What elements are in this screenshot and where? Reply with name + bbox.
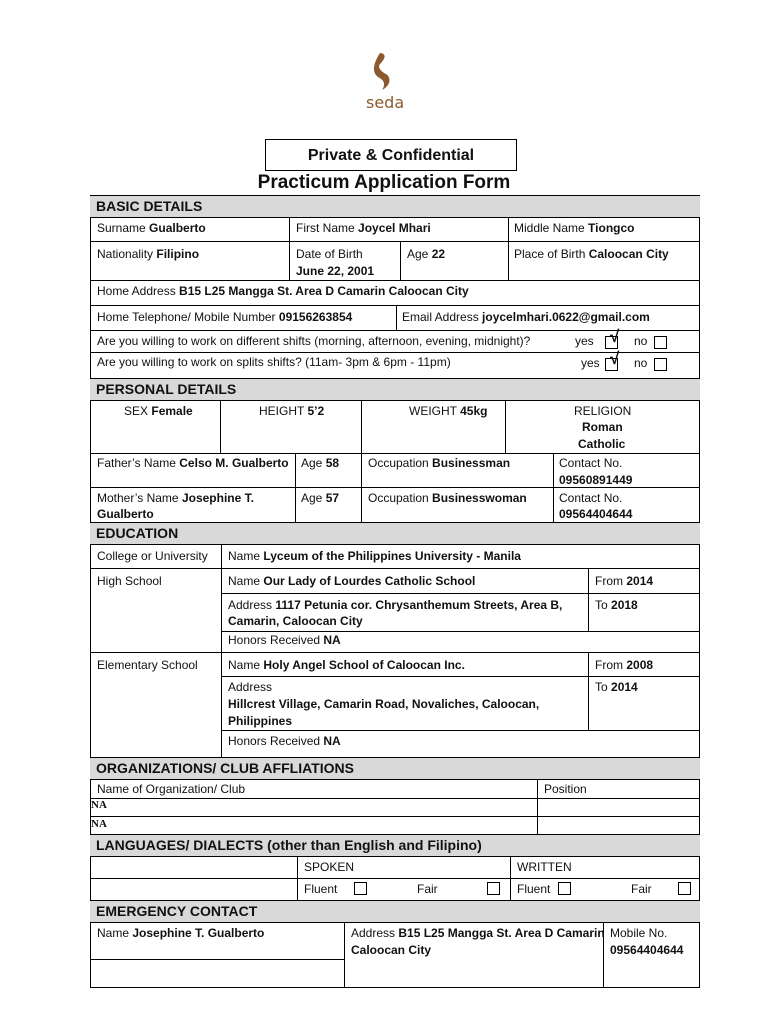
nationality-label: Nationality (97, 247, 154, 261)
hs-to-field[interactable] (595, 597, 638, 614)
elem-from-label: From (595, 658, 623, 672)
elem-honors-value: NA (323, 734, 341, 748)
hs-from-field[interactable] (595, 573, 653, 590)
hs-name-value: Our Lady of Lourdes Catholic School (263, 574, 476, 588)
hs-to-label: To (595, 598, 608, 612)
father-name-field[interactable] (97, 455, 289, 472)
pob-label: Place of Birth (514, 247, 586, 261)
hs-name-label: Name (228, 574, 261, 588)
emergency-name-value: Josephine T. Gualberto (132, 926, 265, 940)
section-emergency-contact: EMERGENCY CONTACT (90, 901, 700, 922)
emergency-mobile-label: Mobile No. (610, 926, 668, 940)
mother-age-label: Age (301, 491, 323, 505)
hs-name-field[interactable] (228, 573, 475, 590)
hs-from-value: 2014 (626, 574, 654, 588)
mother-occupation-field[interactable] (368, 490, 527, 507)
dob-label: Date of Birth (296, 247, 363, 261)
email-field[interactable] (402, 309, 650, 326)
elem-to-field[interactable] (595, 679, 638, 696)
question-splits: Are you willing to work on splits shifts? (11am- 3pm & 6pm - 11pm) (97, 355, 451, 369)
surname-value: Gualberto (149, 221, 206, 235)
shifts-yes-label: yes (575, 334, 594, 348)
mother-name-field[interactable] (97, 490, 254, 507)
father-contact-label: Contact No. (559, 456, 623, 470)
hs-address-label: Address (228, 598, 273, 612)
org-position-header: Position (544, 782, 587, 796)
splits-no-checkbox[interactable] (654, 358, 667, 371)
elementary-label: Elementary School (97, 658, 198, 672)
elem-address-value-line2: Philippines (228, 714, 293, 728)
surname-label: Surname (97, 221, 146, 235)
question-shifts: Are you willing to work on different shifts (morning, afternoon, evening, midnight)? (97, 334, 531, 348)
first-name-label: First Name (296, 221, 355, 235)
sex-value: Female (151, 404, 193, 418)
confidential-label: Private & Confidential (265, 139, 517, 171)
org-name-header: Name of Organization/ Club (97, 782, 246, 796)
elem-name-label: Name (228, 658, 261, 672)
elem-to-label: To (595, 680, 608, 694)
home-address-value: B15 L25 Mangga St. Area D Camarin Caloocan City (179, 284, 469, 298)
height-value: 5’2 (307, 404, 325, 418)
written-fluent-checkbox[interactable] (558, 882, 571, 895)
org-row-2[interactable]: NA (91, 818, 107, 830)
elem-name-field[interactable] (228, 657, 465, 674)
middle-name-label: Middle Name (514, 221, 585, 235)
splits-no-label: no (634, 356, 648, 370)
high-school-label: High School (97, 574, 162, 588)
written-header: WRITTEN (517, 860, 572, 874)
section-organizations: ORGANIZATIONS/ CLUB AFFLIATIONS (90, 758, 700, 779)
splits-yes-label: yes (581, 356, 600, 370)
emergency-name-field[interactable] (97, 925, 264, 942)
shifts-yes-checkmark-icon: √ (610, 327, 620, 346)
phone-label: Home Telephone/ Mobile Number (97, 310, 276, 324)
mother-occupation-value: Businesswoman (432, 491, 527, 505)
spoken-fluent-label: Fluent (304, 882, 338, 896)
sex-label: SEX (124, 404, 149, 418)
section-languages: LANGUAGES/ DIALECTS (other than English and Filipino) (90, 835, 700, 856)
elem-honors-label: Honors Received (228, 734, 321, 748)
form-title: Practicum Application Form (257, 172, 511, 193)
pob-value: Caloocan City (588, 247, 669, 261)
hs-to-value: 2018 (611, 598, 638, 612)
spoken-fair-label: Fair (417, 882, 438, 896)
email-label: Email Address (402, 310, 479, 324)
emergency-address-value-line1: B15 L25 Mangga St. Area D Camarin (398, 926, 605, 940)
father-name-value: Celso M. Gualberto (179, 456, 289, 470)
weight-field[interactable] (409, 403, 487, 420)
weight-value: 45kg (460, 404, 488, 418)
shifts-no-label: no (634, 334, 648, 348)
college-name-label: Name (228, 549, 261, 563)
spoken-header: SPOKEN (304, 860, 355, 874)
father-contact-value[interactable]: 09560891449 (559, 473, 633, 487)
logo-text: seda (366, 93, 405, 112)
religion-value-line1[interactable]: Roman (582, 420, 623, 434)
elem-to-value: 2014 (611, 680, 638, 694)
hs-honors-label: Honors Received (228, 633, 321, 647)
elem-from-value: 2008 (626, 658, 654, 672)
age-value: 22 (431, 247, 446, 261)
emergency-address-value-line2: Caloocan City (351, 943, 432, 957)
spoken-fair-checkbox[interactable] (487, 882, 500, 895)
hs-from-label: From (595, 574, 623, 588)
father-occupation-field[interactable] (368, 455, 510, 472)
religion-label: RELIGION (574, 404, 632, 418)
age-field[interactable] (407, 246, 445, 263)
phone-value: 09156263854 (278, 310, 353, 324)
phone-field[interactable] (97, 309, 352, 326)
section-basic-details: BASIC DETAILS (90, 196, 700, 217)
place-of-birth-field[interactable] (514, 246, 669, 263)
middle-name-field[interactable] (514, 220, 635, 237)
hs-honors-value: NA (323, 633, 341, 647)
section-personal-details: PERSONAL DETAILS (90, 379, 700, 400)
section-education: EDUCATION (90, 523, 700, 544)
elem-name-value: Holy Angel School of Caloocan Inc. (263, 658, 465, 672)
college-label: College or University (97, 549, 208, 563)
dob-value[interactable]: June 22, 2001 (296, 264, 375, 278)
father-age-value: 58 (325, 456, 340, 470)
org-row-1[interactable]: NA (91, 799, 107, 811)
sex-field[interactable] (124, 403, 193, 420)
shifts-no-checkbox[interactable] (654, 336, 667, 349)
weight-label: WEIGHT (409, 404, 457, 418)
mother-contact-value[interactable]: 09564404644 (559, 507, 633, 521)
splits-yes-checkmark-icon: √ (610, 349, 620, 368)
emergency-mobile-value[interactable]: 09564404644 (610, 943, 684, 957)
elem-from-field[interactable] (595, 657, 653, 674)
emergency-address-label: Address (351, 926, 396, 940)
father-age-field[interactable] (301, 455, 339, 472)
mother-name-value-line1: Josephine T. (181, 491, 254, 505)
hs-address-field[interactable] (228, 597, 562, 614)
written-fluent-label: Fluent (517, 882, 551, 896)
nationality-value: Filipino (156, 247, 200, 261)
mother-name-value-line2: Gualberto (97, 507, 154, 521)
father-occupation-value: Businessman (432, 456, 511, 470)
mother-age-value: 57 (325, 491, 340, 505)
emergency-name-label: Name (97, 926, 130, 940)
height-field[interactable] (259, 403, 324, 420)
hs-address-value-line1: 1117 Petunia cor. Chrysanthemum Streets, Area B, (275, 598, 563, 612)
home-address-label: Home Address (97, 284, 176, 298)
elem-honors-field[interactable] (228, 733, 341, 750)
spoken-fluent-checkbox[interactable] (354, 882, 367, 895)
college-name-field[interactable] (228, 548, 521, 565)
elem-address-label: Address (228, 680, 273, 694)
home-address-field[interactable] (97, 283, 469, 300)
religion-value-line2: Catholic (578, 437, 626, 451)
first-name-field[interactable] (296, 220, 431, 237)
age-label: Age (407, 247, 429, 261)
college-name-value: Lyceum of the Philippines University - Manila (263, 549, 521, 563)
father-name-label: Father’s Name (97, 456, 176, 470)
surname-field[interactable] (97, 220, 206, 237)
father-occupation-label: Occupation (368, 456, 429, 470)
written-fair-label: Fair (631, 882, 652, 896)
nationality-field[interactable] (97, 246, 199, 263)
middle-name-value: Tiongco (588, 221, 635, 235)
mother-contact-label: Contact No. (559, 491, 623, 505)
mother-name-label: Mother’s Name (97, 491, 179, 505)
first-name-value: Joycel Mhari (358, 221, 431, 235)
elem-address-value-line1[interactable]: Hillcrest Village, Camarin Road, Novaliches, Caloocan, (228, 697, 540, 711)
height-label: HEIGHT (259, 404, 305, 418)
hs-address-value-line2: Camarin, Caloocan City (228, 614, 363, 628)
mother-age-field[interactable] (301, 490, 339, 507)
father-age-label: Age (301, 456, 323, 470)
email-value: joycelmhari.0622@gmail.com (482, 310, 650, 324)
hs-honors-field[interactable] (228, 632, 341, 649)
written-fair-checkbox[interactable] (678, 882, 691, 895)
emergency-address-field[interactable] (351, 925, 605, 942)
mother-occupation-label: Occupation (368, 491, 429, 505)
